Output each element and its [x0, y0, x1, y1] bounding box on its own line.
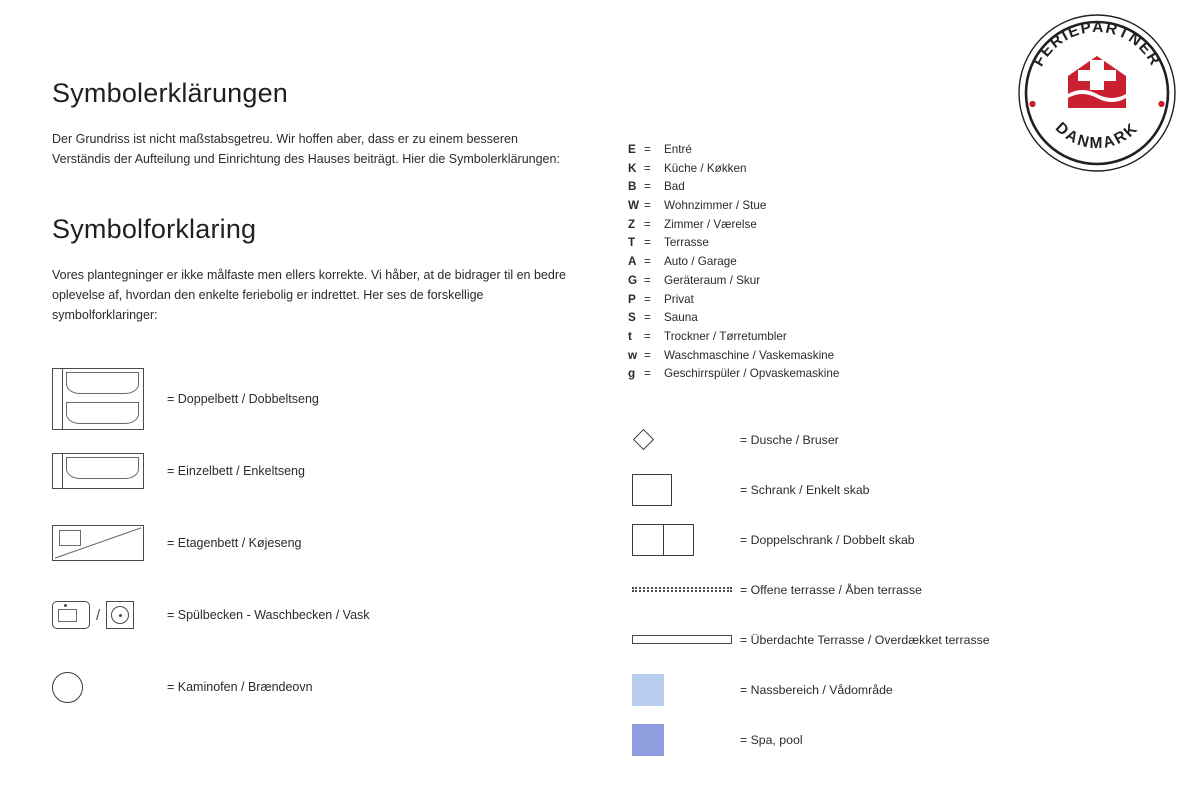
abbr-equals: = — [644, 273, 651, 287]
list-item — [628, 312, 1148, 331]
list-item — [628, 415, 1148, 465]
list-item — [628, 294, 1148, 313]
list-item — [628, 144, 1148, 163]
list-item — [628, 219, 1148, 238]
abbr-key: B — [628, 180, 637, 194]
page-title-de: Symbolerklärungen — [52, 78, 289, 108]
symbol-label: = Spa, pool — [740, 732, 803, 747]
list-item — [628, 350, 1148, 369]
abbr-value: Geschirrspüler / Opvaskemaskine — [664, 367, 840, 381]
left-legend-list — [52, 363, 572, 723]
symbol-label: = Nassbereich / Vådområde — [740, 682, 893, 697]
list-item — [628, 715, 1148, 765]
abbr-equals: = — [644, 143, 651, 156]
symbol-label: = Offene terrasse / Åben terrasse — [740, 582, 922, 597]
abbr-equals: = — [644, 311, 651, 325]
abbr-value: Wohnzimmer / Stue — [664, 199, 767, 213]
list-item — [628, 665, 1148, 715]
abbr-key: t — [628, 329, 632, 343]
abbr-key: g — [628, 367, 636, 381]
spa-pool-swatch-icon — [628, 724, 740, 756]
abbr-key: E — [628, 143, 636, 156]
list-item — [628, 615, 1148, 665]
list-item — [628, 368, 1148, 387]
single-bed-icon — [52, 453, 157, 489]
list-item — [628, 237, 1148, 256]
abbr-key: W — [628, 199, 640, 213]
right-column — [628, 144, 1148, 765]
single-wardrobe-icon — [628, 474, 740, 506]
symbol-label: = Überdachte Terrasse / Overdækket terrasse — [740, 632, 990, 647]
intro-paragraph-de: Der Grundriss ist nicht maßstabsgetreu. Wir hoffen aber, dass er zu einem besseren Verständis der Aufteilung und Einrichtung des Hauses beiträgt. Hier die Symbolerklärungen: — [52, 132, 560, 167]
list-item — [628, 181, 1148, 200]
separator-slash: / — [96, 606, 101, 624]
abbr-value: Bad — [664, 180, 685, 194]
left-column — [52, 78, 572, 723]
abbreviation-list — [628, 144, 1148, 387]
logo-bottom-text: DANMARK — [1051, 119, 1143, 152]
abbr-equals: = — [644, 161, 651, 175]
intro-paragraph-dk: Vores plantegninger er ikke målfaste men ellers korrekte. Vi håber, at de bidrager til en bedre oplevelse af, hvordan den enkelte feriebolig er indrettet. Her ses de forskellige symbolforklaringer: — [52, 267, 566, 322]
list-item — [52, 363, 572, 435]
abbr-key: T — [628, 236, 636, 250]
list-item — [52, 507, 572, 579]
abbr-value: Zimmer / Værelse — [664, 217, 757, 231]
symbol-label: = Doppelschrank / Dobbelt skab — [740, 532, 915, 547]
abbr-key: P — [628, 292, 636, 306]
abbr-key: S — [628, 311, 636, 325]
abbr-equals: = — [644, 217, 651, 231]
sink-basin-icon — [52, 601, 157, 629]
symbol-list — [628, 415, 1148, 765]
legend-label: = Spülbecken - Waschbecken / Vask — [167, 608, 370, 623]
fireplace-stove-icon — [52, 672, 157, 703]
abbr-key: K — [628, 161, 637, 175]
abbr-value: Küche / Køkken — [664, 161, 747, 175]
legend-label: = Kaminofen / Brændeovn — [167, 680, 313, 695]
abbr-equals: = — [644, 199, 651, 213]
bunk-bed-icon — [52, 525, 157, 561]
abbr-equals: = — [644, 329, 651, 343]
list-item — [52, 435, 572, 507]
abbr-value: Sauna — [664, 311, 698, 325]
covered-terrace-icon — [628, 635, 740, 644]
shower-diamond-icon — [628, 432, 740, 447]
abbr-equals: = — [644, 255, 651, 269]
abbr-value: Trockner / Tørretumbler — [664, 329, 787, 343]
abbr-value: Geräteraum / Skur — [664, 273, 761, 287]
logo-top-text: FERIEPARTNER — [1030, 18, 1164, 70]
list-item — [628, 565, 1148, 615]
list-item — [628, 163, 1148, 182]
abbr-value: Auto / Garage — [664, 255, 737, 269]
list-item — [628, 200, 1148, 219]
abbr-key: G — [628, 273, 638, 287]
double-bed-icon — [52, 368, 157, 430]
abbr-equals: = — [644, 236, 651, 250]
legend-label: = Doppelbett / Dobbeltseng — [167, 392, 319, 407]
abbr-value: Terrasse — [664, 236, 709, 250]
list-item — [628, 515, 1148, 565]
list-item — [52, 651, 572, 723]
list-item — [52, 579, 572, 651]
abbr-equals: = — [644, 367, 651, 381]
double-wardrobe-icon — [628, 524, 740, 556]
abbr-key: A — [628, 255, 637, 269]
abbr-value: Privat — [664, 292, 694, 306]
abbr-equals: = — [644, 292, 651, 306]
legend-label: = Etagenbett / Køjeseng — [167, 536, 302, 551]
legend-label: = Einzelbett / Enkeltseng — [167, 464, 305, 479]
list-item — [628, 465, 1148, 515]
list-item — [628, 331, 1148, 350]
list-item — [628, 256, 1148, 275]
list-item — [628, 275, 1148, 294]
symbol-label: = Schrank / Enkelt skab — [740, 482, 870, 497]
abbr-equals: = — [644, 348, 651, 362]
abbr-equals: = — [644, 180, 651, 194]
page-title-dk: Symbolforklaring — [52, 213, 257, 244]
abbr-value: Entré — [664, 143, 692, 156]
symbol-label: = Dusche / Bruser — [740, 432, 839, 447]
abbr-key: Z — [628, 217, 636, 231]
abbr-key: w — [628, 348, 638, 362]
wet-area-swatch-icon — [628, 674, 740, 706]
open-terrace-icon — [628, 587, 740, 592]
abbr-value: Waschmaschine / Vaskemaskine — [664, 348, 835, 362]
